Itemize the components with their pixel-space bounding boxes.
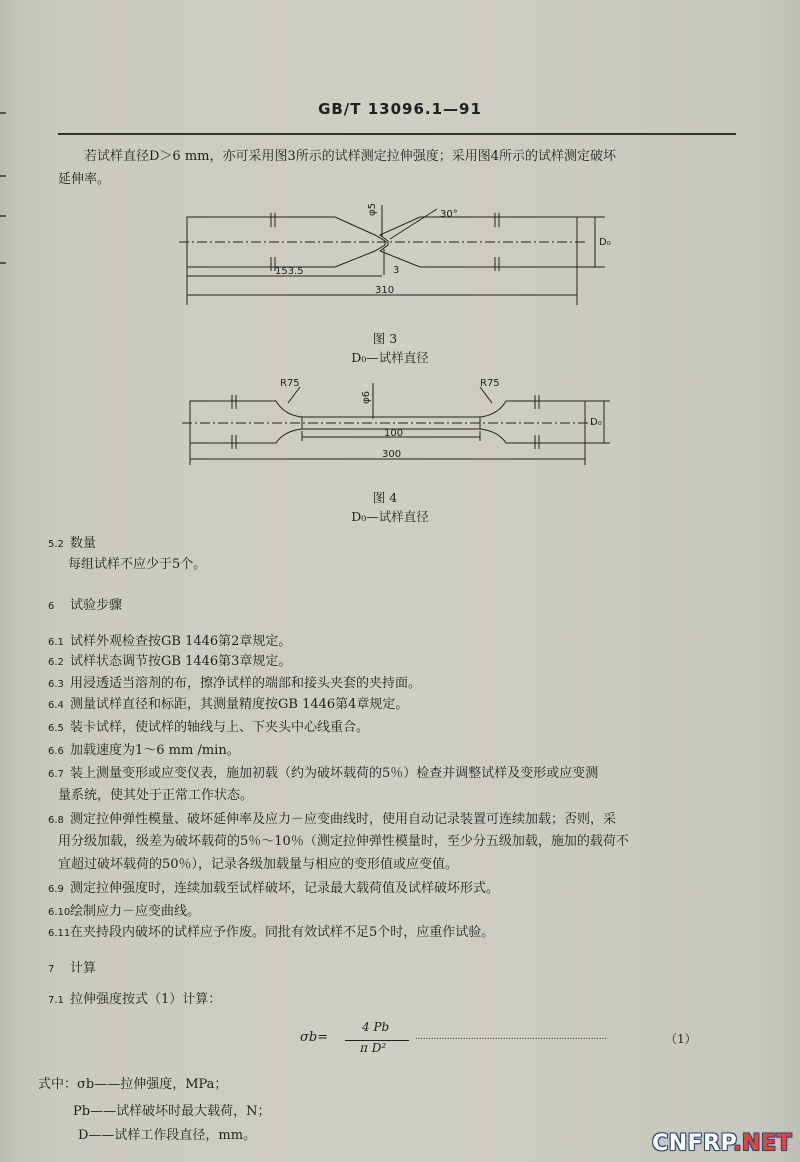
watermark-part2: .NET bbox=[733, 1131, 792, 1156]
section-number: 6.1 bbox=[48, 637, 64, 648]
figure-4-drawing bbox=[180, 375, 620, 475]
section-text: 测定拉伸弹性模量、破坏延伸率及应力－应变曲线时，使用自动记录装置可连续加载；否则，采 bbox=[70, 812, 617, 827]
section-number: 6.4 bbox=[48, 700, 64, 711]
section-number: 6.7 bbox=[48, 769, 64, 780]
intro-line-2: 延伸率。 bbox=[58, 172, 111, 187]
section-text: 拉伸强度按式（1）计算： bbox=[70, 992, 222, 1007]
section-text: 用浸透适当溶剂的布，擦净试样的端部和接头夹套的夹持面。 bbox=[70, 676, 422, 691]
page-edge-mark bbox=[0, 262, 6, 264]
section-line bbox=[48, 808, 616, 827]
dim-100: 100 bbox=[384, 428, 404, 439]
section-line bbox=[58, 784, 253, 803]
standard-code-header: GB/T 13096.1—91 bbox=[318, 100, 482, 118]
section-number: 5.2 bbox=[48, 539, 64, 550]
figure-3-caption: 图 3 bbox=[372, 331, 398, 346]
section-line bbox=[48, 693, 408, 712]
section-number: 6.2 bbox=[48, 657, 64, 668]
section-text: 测定拉伸强度时，连续加载至试样破坏，记录最大载荷值及试样破坏形式。 bbox=[70, 881, 500, 896]
section-line bbox=[48, 988, 221, 1007]
section-number: 6.11 bbox=[48, 928, 71, 939]
section-number: 6.3 bbox=[48, 679, 64, 690]
site-watermark bbox=[652, 1131, 792, 1156]
section-line bbox=[48, 921, 494, 940]
section-text: 绘制应力－应变曲线。 bbox=[70, 904, 201, 919]
formula-1 bbox=[300, 1020, 720, 1060]
formula-lhs: σb= bbox=[300, 1030, 329, 1045]
section-line bbox=[48, 630, 291, 649]
section-number: 6.8 bbox=[48, 815, 64, 826]
figure-3-drawing bbox=[175, 195, 625, 315]
watermark-part1: CNFRP bbox=[652, 1131, 734, 1156]
dim-310: 310 bbox=[375, 285, 395, 296]
section-line bbox=[48, 716, 369, 735]
section-text: 试验步骤 bbox=[70, 598, 123, 613]
page-edge-mark bbox=[0, 215, 6, 217]
dim-r75-left: R75 bbox=[280, 378, 300, 389]
formula-eq-number: （1） bbox=[665, 1032, 697, 1046]
section-text: 加载速度为1～6 mm /min。 bbox=[70, 743, 240, 758]
dim-300: 300 bbox=[382, 449, 402, 460]
section-number: 6.5 bbox=[48, 723, 64, 734]
intro-line-1: 若试样直径D＞6 mm，亦可采用图3所示的试样测定拉伸强度；采用图4所示的试样测定破坏 bbox=[84, 149, 617, 164]
page-edge-mark bbox=[0, 175, 6, 177]
section-number: 6.6 bbox=[48, 746, 64, 757]
section-text: 用分级加载，级差为破坏载荷的5％～10％（测定拉伸弹性模量时，至少分五级加载，施加的载荷不 bbox=[58, 834, 629, 849]
section-line bbox=[48, 762, 598, 781]
section-number: 7.1 bbox=[48, 995, 64, 1006]
section-text: 试样外观检查按GB 1446第2章规定。 bbox=[70, 634, 292, 649]
formula-numerator: 4 Pb bbox=[362, 1020, 390, 1034]
dim-D0-fig3: D₀ bbox=[599, 237, 611, 248]
figure-4-legend: D₀—试样直径 bbox=[351, 509, 429, 524]
section-number: 6 bbox=[48, 601, 55, 612]
section-number: 6.9 bbox=[48, 884, 64, 895]
section-text: 宜超过破坏载荷的50％），记录各级加载量与相应的变形值或应变值。 bbox=[58, 857, 459, 872]
dim-3: 3 bbox=[393, 265, 400, 276]
section-line bbox=[58, 830, 629, 849]
dim-angle-30: 30° bbox=[440, 209, 458, 220]
section-line bbox=[68, 553, 206, 572]
section-line bbox=[48, 594, 122, 613]
section-text: 装上测量变形或应变仪表，施加初载（约为破坏载荷的5％）检查并调整试样及变形或应变测 bbox=[70, 766, 599, 781]
dim-153-5: 153.5 bbox=[275, 266, 304, 277]
section-line bbox=[48, 877, 499, 896]
where-line-2: Pb——试样破坏时最大载荷，N； bbox=[73, 1104, 271, 1119]
header-rule bbox=[58, 133, 736, 135]
where-line-1: 式中：σb——拉伸强度，MPa； bbox=[38, 1077, 228, 1092]
section-line bbox=[58, 853, 458, 872]
formula-dots: ……………………………………………………………… bbox=[415, 1032, 607, 1041]
section-number: 6.10 bbox=[48, 907, 71, 918]
section-line bbox=[48, 672, 421, 691]
dim-r75-right: R75 bbox=[480, 378, 500, 389]
dim-phi5: φ5 bbox=[367, 203, 378, 216]
section-text: 数量 bbox=[70, 536, 97, 551]
section-text: 在夹持段内破坏的试样应予作废。同批有效试样不足5个时，应重作试验。 bbox=[70, 925, 495, 940]
dim-phi6: φ6 bbox=[361, 391, 372, 404]
where-line-3: D——试样工作段直径，mm。 bbox=[78, 1128, 257, 1143]
dim-D0-fig4: D₀ bbox=[590, 417, 602, 428]
figure-3-legend: D₀—试样直径 bbox=[351, 350, 429, 365]
section-text: 装卡试样，使试样的轴线与上、下夹头中心线重合。 bbox=[70, 720, 370, 735]
section-line bbox=[48, 739, 240, 758]
section-text: 每组试样不应少于5个。 bbox=[68, 557, 207, 572]
section-line bbox=[48, 900, 200, 919]
section-text: 量系统，使其处于正常工作状态。 bbox=[58, 788, 254, 803]
section-text: 测量试样直径和标距，其测量精度按GB 1446第4章规定。 bbox=[70, 697, 409, 712]
section-line bbox=[48, 957, 96, 976]
section-number: 7 bbox=[48, 964, 55, 975]
figure-4-caption: 图 4 bbox=[372, 490, 398, 505]
section-line bbox=[48, 532, 96, 551]
section-text: 计算 bbox=[70, 961, 97, 976]
formula-denominator: π D² bbox=[360, 1041, 387, 1055]
section-line bbox=[48, 650, 291, 669]
section-text: 试样状态调节按GB 1446第3章规定。 bbox=[70, 654, 292, 669]
